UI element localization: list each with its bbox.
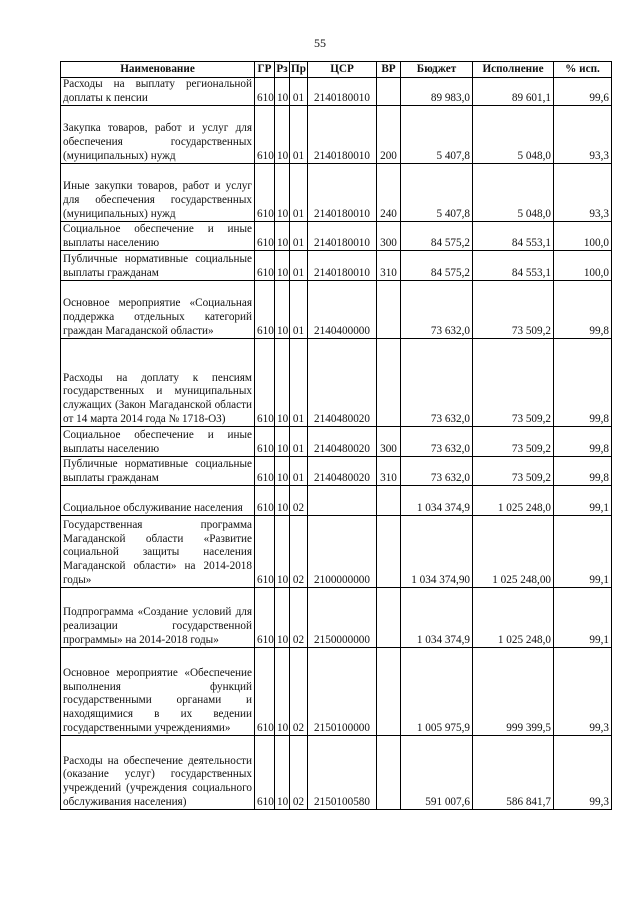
row-vr	[377, 486, 401, 516]
header-gr: ГР	[255, 62, 275, 78]
row-budget: 5 407,8	[401, 164, 473, 222]
row-rz: 10	[275, 427, 290, 457]
table-row	[61, 486, 612, 516]
header-percent: % исп.	[554, 62, 612, 78]
row-execution: 5 048,0	[473, 106, 554, 164]
row-pr: 02	[290, 486, 308, 516]
header-rz: Рз	[275, 62, 290, 78]
row-gr: 610	[255, 78, 275, 106]
row-name: Закупка товаров, работ и услуг для обеспечения государственных (муниципальных) нужд	[61, 106, 255, 164]
table-row	[61, 164, 612, 222]
row-pr: 02	[290, 588, 308, 648]
row-execution: 1 025 248,0	[473, 486, 554, 516]
row-rz: 10	[275, 222, 290, 251]
row-execution: 89 601,1	[473, 78, 554, 106]
header-vr: ВР	[377, 62, 401, 78]
row-execution: 999 399,5	[473, 648, 554, 736]
table-row	[61, 78, 612, 106]
row-gr: 610	[255, 106, 275, 164]
row-gr: 610	[255, 457, 275, 486]
row-budget: 1 005 975,9	[401, 648, 473, 736]
row-csr: 2150100000	[308, 648, 377, 736]
row-percent: 100,0	[554, 222, 612, 251]
row-csr: 2100000000	[308, 516, 377, 588]
row-name: Основное мероприятие «Социальная поддержка отдельных категорий граждан Магаданской области»	[61, 281, 255, 339]
header-pr: Пр	[290, 62, 308, 78]
row-vr	[377, 339, 401, 427]
row-pr: 01	[290, 457, 308, 486]
row-gr: 610	[255, 486, 275, 516]
table-row	[61, 457, 612, 486]
row-percent: 93,3	[554, 164, 612, 222]
row-vr: 300	[377, 427, 401, 457]
row-rz: 10	[275, 251, 290, 281]
table-row	[61, 281, 612, 339]
row-percent: 99,8	[554, 339, 612, 427]
row-name: Расходы на обеспечение деятельности (оказание услуг) государственных учреждений (учреждения социального обслуживания населения)	[61, 736, 255, 810]
row-csr: 2150100580	[308, 736, 377, 810]
row-name: Публичные нормативные социальные выплаты гражданам	[61, 457, 255, 486]
row-percent: 99,8	[554, 281, 612, 339]
row-execution: 73 509,2	[473, 457, 554, 486]
row-budget: 1 034 374,90	[401, 516, 473, 588]
row-percent: 100,0	[554, 251, 612, 281]
row-pr: 01	[290, 427, 308, 457]
table-row	[61, 588, 612, 648]
table-row	[61, 222, 612, 251]
row-vr	[377, 78, 401, 106]
row-vr	[377, 281, 401, 339]
row-csr: 2140480020	[308, 457, 377, 486]
row-budget: 73 632,0	[401, 281, 473, 339]
row-name: Иные закупки товаров, работ и услуг для обеспечения государственных (муниципальных) нужд	[61, 164, 255, 222]
row-rz: 10	[275, 736, 290, 810]
row-name: Расходы на выплату региональной доплаты к пенсии	[61, 78, 255, 106]
row-name: Социальное обеспечение и иные выплаты населению	[61, 222, 255, 251]
row-execution: 5 048,0	[473, 164, 554, 222]
row-csr: 2140400000	[308, 281, 377, 339]
row-execution: 84 553,1	[473, 251, 554, 281]
row-rz: 10	[275, 106, 290, 164]
row-name: Подпрограмма «Создание условий для реализации государственной программы» на 2014-2018 годы»	[61, 588, 255, 648]
row-pr: 01	[290, 222, 308, 251]
row-rz: 10	[275, 164, 290, 222]
row-rz: 10	[275, 516, 290, 588]
row-percent: 99,1	[554, 588, 612, 648]
row-budget: 591 007,6	[401, 736, 473, 810]
row-gr: 610	[255, 736, 275, 810]
row-vr: 310	[377, 251, 401, 281]
row-csr: 2140180010	[308, 164, 377, 222]
row-execution: 1 025 248,00	[473, 516, 554, 588]
table-row	[61, 736, 612, 810]
row-name: Основное мероприятие «Обеспечение выполнения функций государственными органами и находящимися в их ведении государственными учреждениями»	[61, 648, 255, 736]
row-gr: 610	[255, 222, 275, 251]
row-budget: 73 632,0	[401, 427, 473, 457]
row-csr: 2150000000	[308, 588, 377, 648]
row-percent: 99,8	[554, 457, 612, 486]
row-execution: 586 841,7	[473, 736, 554, 810]
row-csr: 2140180010	[308, 251, 377, 281]
row-gr: 610	[255, 251, 275, 281]
budget-table	[60, 61, 612, 810]
row-pr: 01	[290, 78, 308, 106]
row-execution: 73 509,2	[473, 427, 554, 457]
row-csr: 2140180010	[308, 78, 377, 106]
row-percent: 93,3	[554, 106, 612, 164]
row-pr: 02	[290, 516, 308, 588]
row-csr: 2140180010	[308, 106, 377, 164]
row-percent: 99,3	[554, 736, 612, 810]
row-rz: 10	[275, 648, 290, 736]
row-budget: 73 632,0	[401, 457, 473, 486]
row-vr	[377, 648, 401, 736]
row-percent: 99,1	[554, 486, 612, 516]
row-execution: 73 509,2	[473, 281, 554, 339]
table-row	[61, 251, 612, 281]
row-csr: 2140480020	[308, 339, 377, 427]
row-percent: 99,8	[554, 427, 612, 457]
row-budget: 89 983,0	[401, 78, 473, 106]
row-rz: 10	[275, 339, 290, 427]
row-name: Социальное обслуживание населения	[61, 486, 255, 516]
row-vr: 200	[377, 106, 401, 164]
row-gr: 610	[255, 588, 275, 648]
row-pr: 02	[290, 736, 308, 810]
header-budget: Бюджет	[401, 62, 473, 78]
row-vr: 300	[377, 222, 401, 251]
row-name: Расходы на доплату к пенсиям государственных и муниципальных служащих (Закон Магаданской области от 14 марта 2014 года № 1718-ОЗ)	[61, 339, 255, 427]
row-rz: 10	[275, 457, 290, 486]
row-vr	[377, 736, 401, 810]
row-pr: 01	[290, 251, 308, 281]
row-gr: 610	[255, 427, 275, 457]
row-csr	[308, 486, 377, 516]
row-gr: 610	[255, 339, 275, 427]
table-row	[61, 427, 612, 457]
page-number: 55	[314, 36, 326, 50]
row-pr: 01	[290, 281, 308, 339]
row-gr: 610	[255, 648, 275, 736]
row-percent: 99,6	[554, 78, 612, 106]
row-csr: 2140480020	[308, 427, 377, 457]
row-pr: 01	[290, 164, 308, 222]
row-budget: 84 575,2	[401, 251, 473, 281]
row-budget: 5 407,8	[401, 106, 473, 164]
header-csr: ЦСР	[308, 62, 377, 78]
row-percent: 99,3	[554, 648, 612, 736]
row-budget: 84 575,2	[401, 222, 473, 251]
row-pr: 01	[290, 106, 308, 164]
row-execution: 84 553,1	[473, 222, 554, 251]
row-gr: 610	[255, 281, 275, 339]
row-rz: 10	[275, 588, 290, 648]
header-execution: Исполнение	[473, 62, 554, 78]
row-rz: 10	[275, 486, 290, 516]
row-rz: 10	[275, 78, 290, 106]
row-vr: 240	[377, 164, 401, 222]
row-pr: 01	[290, 339, 308, 427]
table-row	[61, 648, 612, 736]
table-header-row	[61, 62, 612, 78]
row-gr: 610	[255, 516, 275, 588]
row-vr: 310	[377, 457, 401, 486]
row-percent: 99,1	[554, 516, 612, 588]
row-budget: 1 034 374,9	[401, 486, 473, 516]
row-vr	[377, 588, 401, 648]
row-vr	[377, 516, 401, 588]
row-gr: 610	[255, 164, 275, 222]
row-name: Государственная программа Магаданской области «Развитие социальной защиты населения Магаданской области» на 2014-2018 годы»	[61, 516, 255, 588]
row-csr: 2140180010	[308, 222, 377, 251]
table-row	[61, 106, 612, 164]
table-row	[61, 339, 612, 427]
row-execution: 73 509,2	[473, 339, 554, 427]
row-pr: 02	[290, 648, 308, 736]
table-row	[61, 516, 612, 588]
row-name: Публичные нормативные социальные выплаты гражданам	[61, 251, 255, 281]
row-execution: 1 025 248,0	[473, 588, 554, 648]
row-budget: 1 034 374,9	[401, 588, 473, 648]
row-name: Социальное обеспечение и иные выплаты населению	[61, 427, 255, 457]
header-name: Наименование	[61, 62, 255, 78]
row-budget: 73 632,0	[401, 339, 473, 427]
row-rz: 10	[275, 281, 290, 339]
